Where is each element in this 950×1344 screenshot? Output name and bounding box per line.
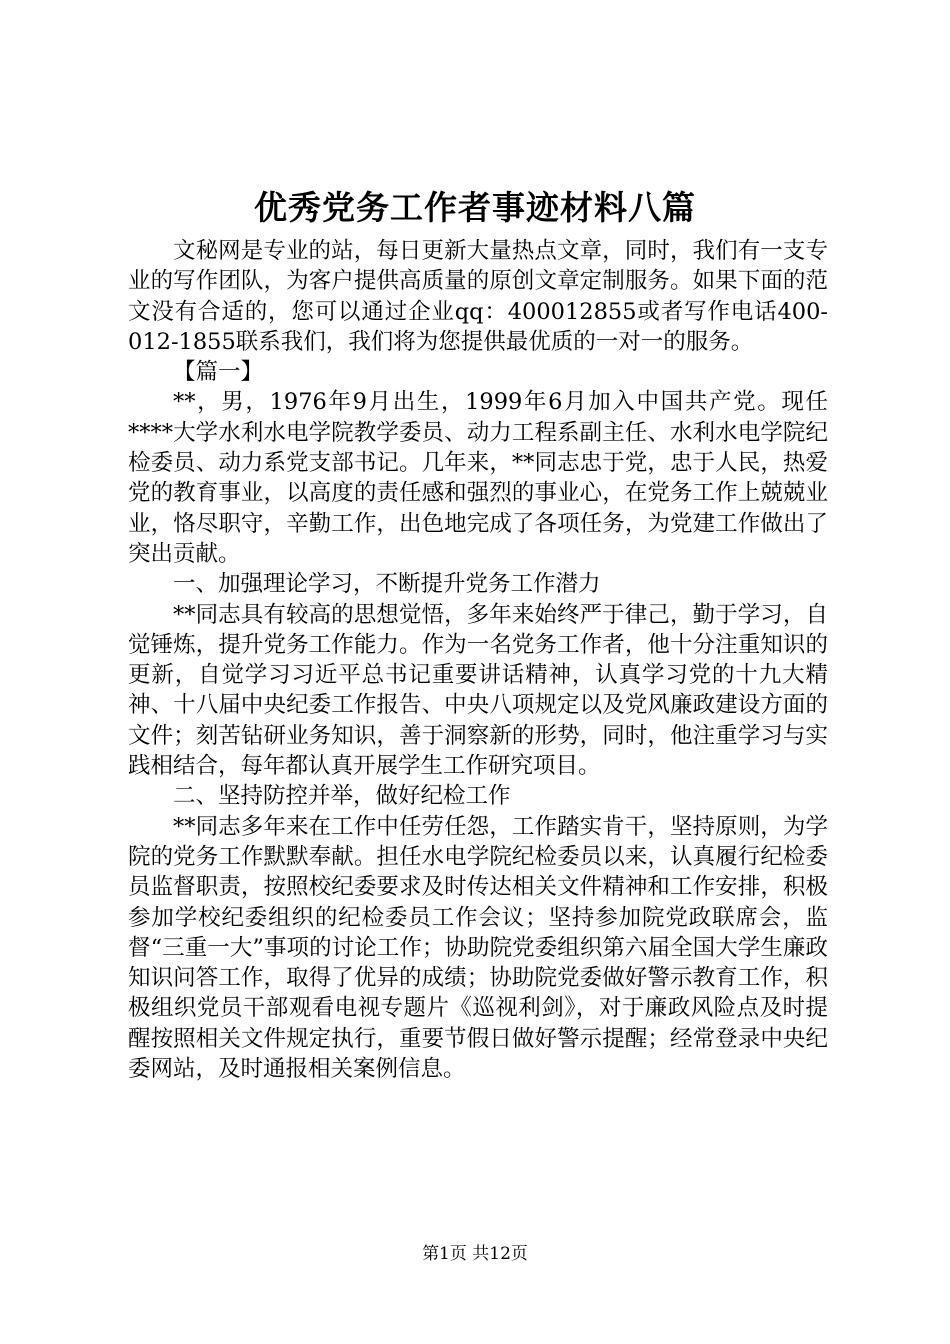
intro-paragraph: 文秘网是专业的站，每日更新大量热点文章，同时，我们有一支专业的写作团队，为客户提供高质量的原创文章定制服务。如果下面的范文没有合适的，您可以通过企业qq：400012855或者写作电话400-012-1855联系我们，我们将为您提供最优质的一对一的服务。 (128, 238, 828, 355)
section-label: 【篇一】 (173, 359, 264, 386)
profile-paragraph: **，男，1976年9月出生，1999年6月加入中国共产党。现任****大学水利水电学院教学委员、动力工程系副主任、水利水电学院纪检委员、动力系党支部书记。几年来，**同志忠于党，忠于人民，热爱党的教育事业，以高度的责任感和强烈的事业心，在党务工作上兢兢业业，恪尽职守，辛勤工作，出色地完成了各项任务，为党建工作做出了突出贡献。 (128, 389, 828, 567)
page-number: 第1页 共12页 (422, 1244, 528, 1264)
body-paragraph: **同志多年来在工作中任劳任怨，工作踏实肯干，坚持原则，为学院的党务工作默默奉献。担任水电学院纪检委员以来，认真履行纪检委员监督职责，按照校纪委要求及时传达相关文件精神和工作安排，积极参加学校纪委组织的纪检委员工作会议；坚持参加院党政联席会，监督“三重一大”事项的讨论工作；协助院党委组织第六届全国大学生廉政知识问答工作，取得了优异的成绩；协助院党委做好警示教育工作，积极组织党员干部观看电视专题片《巡视利剑》，对于廉政风险点及时提醒按照相关文件规定执行，重要节假日做好警示提醒；经常登录中央纪委网站，及时通报相关案例信息。 (128, 813, 828, 1083)
body-paragraph: **同志具有较高的思想觉悟，多年来始终严于律己，勤于学习，自觉锤炼，提升党务工作能力。作为一名党务工作者，他十分注重知识的更新，自觉学习习近平总书记重要讲话精神，认真学习党的十九大精神、十八届中央纪委工作报告、中央八项规定以及党风廉政建设方面的文件；刻苦钻研业务知识，善于洞察新的形势，同时，他注重学习与实践相结合，每年都认真开展学生工作研究项目。 (128, 601, 828, 780)
document-title: 优秀党务工作者事迹材料八篇 (254, 188, 696, 227)
section-heading: 一、加强理论学习，不断提升党务工作潜力 (173, 571, 601, 598)
section-heading: 二、坚持防控并举，做好纪检工作 (173, 783, 511, 810)
document-body (128, 236, 828, 1084)
